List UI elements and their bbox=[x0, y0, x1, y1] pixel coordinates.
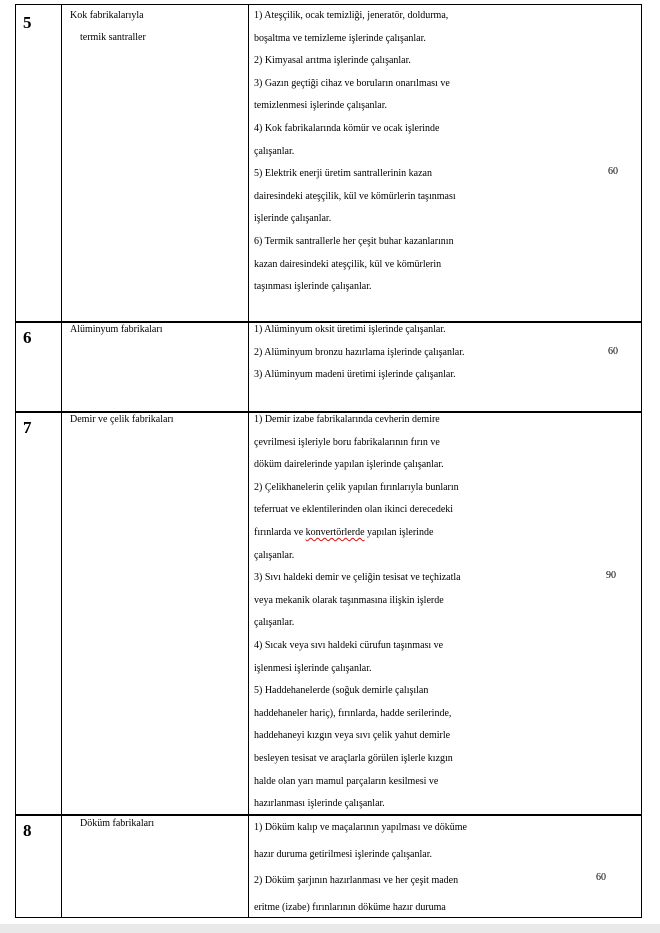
row-description bbox=[254, 409, 514, 816]
description-line: halde olan yarı mamul parçaların kesilmesi ve bbox=[254, 775, 439, 787]
description-line: 2) Alüminyum bronzu hazırlama işlerinde çalışanlar. bbox=[254, 346, 465, 358]
description-line: işlerinde çalışanlar. bbox=[254, 213, 332, 225]
row-value: 90 bbox=[606, 570, 616, 581]
row-number: 6 bbox=[23, 328, 32, 347]
description-line: 1) Alüminyum oksit üretimi işlerinde çalışanlar. bbox=[254, 324, 446, 335]
description-line: 4) Kok fabrikalarında kömür ve ocak işlerinde bbox=[254, 122, 440, 134]
description-line: temizlenmesi işlerinde çalışanlar. bbox=[254, 100, 388, 112]
description-line: döküm dairelerinde yapılan işlerinde çalışanlar. bbox=[254, 459, 444, 471]
description-line: 6) Termik santrallerle her çeşit buhar kazanlarının bbox=[254, 235, 454, 247]
description-line: 2) Çelikhanelerin çelik yapılan fırınlarıyla bunların bbox=[254, 481, 459, 493]
description-line: veya mekanik olarak taşınmasına ilişkin işlerde bbox=[254, 594, 444, 606]
description-line: eritme (izabe) fırınlarının döküme hazır duruma bbox=[254, 901, 446, 913]
spellcheck-underline: konvertörlerde bbox=[305, 526, 365, 538]
description-line: 5) Elektrik enerji üretim santrallerinin kazan bbox=[254, 168, 432, 180]
description-line: hazırlanması işlerinde çalışanlar. bbox=[254, 798, 385, 810]
description-line: taşınması işlerinde çalışanlar. bbox=[254, 281, 372, 293]
description-line: 3) Sıvı haldeki demir ve çeliğin tesisat ve teçhizatla bbox=[254, 572, 461, 584]
description-line: haddehaneyi kızgın veya sıvı çelik yahut demirle bbox=[254, 730, 451, 742]
row-number: 5 bbox=[23, 13, 32, 32]
description-line: 1) Demir izabe fabrikalarında cevherin demire bbox=[254, 414, 440, 425]
row-description bbox=[254, 5, 514, 299]
description-line: 5) Haddehanelerde (soğuk demirle çalışılan bbox=[254, 685, 429, 697]
column-divider-number bbox=[61, 4, 62, 918]
description-line: dairesindeki ateşçilik, kül ve kömürlerin taşınması bbox=[254, 190, 456, 202]
category-line: termik santraller bbox=[80, 32, 146, 43]
row-description bbox=[254, 815, 514, 921]
category-line: Alüminyum fabrikaları bbox=[70, 324, 163, 335]
description-line: çalışanlar. bbox=[254, 617, 295, 629]
row-value: 60 bbox=[596, 872, 606, 883]
category-line: Kok fabrikalarıyla bbox=[70, 10, 144, 21]
row-number: 8 bbox=[23, 821, 32, 840]
description-line: 3) Gazın geçtiği cihaz ve boruların onarılması ve bbox=[254, 77, 450, 89]
description-line: çalışanlar. bbox=[254, 145, 295, 157]
description-line: 1) Döküm kalıp ve maçalarının yapılması ve döküme bbox=[254, 822, 467, 833]
column-divider-category bbox=[248, 4, 249, 918]
description-line: çevrilmesi işleriyle boru fabrikalarının fırın ve bbox=[254, 436, 440, 448]
row-description bbox=[254, 319, 514, 387]
description-line: 1) Ateşçilik, ocak temizliği, jeneratör, doldurma, bbox=[254, 10, 449, 21]
description-line: 4) Sıcak veya sıvı haldeki cürufun taşınması ve bbox=[254, 639, 444, 651]
description-line: teferruat ve eklentilerinden olan ikinci derecedeki bbox=[254, 504, 454, 516]
description-line: boşaltma ve temizleme işlerinde çalışanlar. bbox=[254, 32, 426, 44]
description-line: hazır duruma getirilmesi işlerinde çalışanlar. bbox=[254, 848, 432, 860]
description-line: fırınlarda ve konvertörlerde yapılan işlerinde bbox=[254, 526, 434, 538]
row-value: 60 bbox=[608, 346, 618, 357]
page-bottom-strip bbox=[0, 924, 660, 933]
description-line: besleyen tesisat ve araçlarla görülen işlerle kızgın bbox=[254, 752, 453, 764]
description-line: işlenmesi işlerinde çalışanlar. bbox=[254, 662, 372, 674]
description-line: 2) Döküm şarjının hazırlanması ve her çeşit maden bbox=[254, 875, 459, 886]
description-line: haddehaneler hariç), fırınlarda, hadde serilerinde, bbox=[254, 707, 452, 719]
row-category bbox=[70, 409, 174, 431]
row-category bbox=[70, 5, 146, 49]
description-line: 2) Kimyasal arıtma işlerinde çalışanlar. bbox=[254, 55, 411, 67]
category-line: Döküm fabrikaları bbox=[80, 818, 155, 829]
description-line: çalışanlar. bbox=[254, 549, 295, 561]
row-number: 7 bbox=[23, 418, 32, 437]
row-category bbox=[70, 319, 162, 341]
description-line: kazan dairesindeki ateşçilik, kül ve kömürlerin bbox=[254, 258, 442, 270]
category-line: Demir ve çelik fabrikaları bbox=[70, 414, 174, 425]
description-line: 3) Alüminyum madeni üretimi işlerinde çalışanlar. bbox=[254, 369, 456, 381]
row-category bbox=[80, 813, 154, 835]
row-value: 60 bbox=[608, 166, 618, 177]
